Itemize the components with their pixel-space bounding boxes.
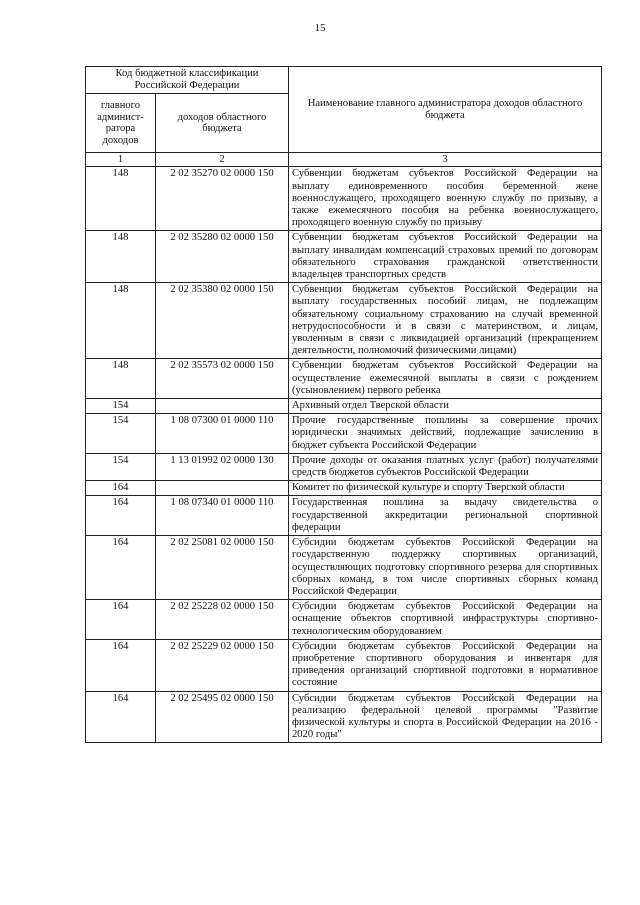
income-description: Субвенции бюджетам субъектов Российской Федерации на выплату государственных пособий лицам, не подлежащим обязательному социальному страхованию на случай временной нетрудоспособности и в связи с материнством, и лицам, уволенным в связи с ликвидацией организаций (прекращением деятельности, полномочий физическими лицами) <box>289 283 602 359</box>
admin-code: 148 <box>86 359 156 399</box>
income-description: Государственная пошлина за выдачу свидетельства о государственной аккредитации региональной спортивной федерации <box>289 496 602 536</box>
income-code: 2 02 25228 02 0000 150 <box>156 600 289 640</box>
header-admin-column: главного админист-ратора доходов <box>86 94 156 153</box>
income-code: 2 02 35380 02 0000 150 <box>156 283 289 359</box>
income-description: Субвенции бюджетам субъектов Российской Федерации на осуществление ежемесячной выплаты в связи с рождением (усыновлением) первого ребенка <box>289 359 602 399</box>
income-description: Субсидии бюджетам субъектов Российской Федерации на оснащение объектов спортивной инфраструктуры спортивно-технологическим оборудованием <box>289 600 602 640</box>
admin-code: 164 <box>86 691 156 743</box>
income-description: Субсидии бюджетам субъектов Российской Федерации на государственную поддержку спортивных организаций, осуществляющих подготовку спортивного резерва для спортивных сборных команд, в том числе спортивных сборных команд Российской Федерации <box>289 536 602 600</box>
table-row <box>86 536 602 600</box>
admin-code: 164 <box>86 496 156 536</box>
table-row-section <box>86 399 602 414</box>
table-row <box>86 600 602 640</box>
income-code: 1 13 01992 02 0000 130 <box>156 453 289 480</box>
admin-code: 164 <box>86 639 156 691</box>
table-row <box>86 453 602 480</box>
column-number-3: 3 <box>289 153 602 167</box>
table-row <box>86 359 602 399</box>
header-income-column: доходов областного бюджета <box>156 94 289 153</box>
income-description: Субвенции бюджетам субъектов Российской Федерации на выплату инвалидам компенсаций страховых премий по договорам обязательного страхования гражданской ответственности владельцев транспортных средств <box>289 231 602 283</box>
page-number: 15 <box>314 22 326 34</box>
income-code: 1 08 07300 01 0000 110 <box>156 414 289 454</box>
header-name-column: Наименование главного администратора доходов областного бюджета <box>289 67 602 153</box>
table-row <box>86 414 602 454</box>
income-description: Субсидии бюджетам субъектов Российской Федерации на реализацию федеральной целевой программы "Развитие физической культуры и спорта в Российской Федерации на 2016 - 2020 годы" <box>289 691 602 743</box>
income-description: Прочие доходы от оказания платных услуг (работ) получателями средств бюджетов субъектов Российской Федерации <box>289 453 602 480</box>
admin-code: 164 <box>86 536 156 600</box>
column-number-2: 2 <box>156 153 289 167</box>
income-code: 2 02 25495 02 0000 150 <box>156 691 289 743</box>
table-row <box>86 496 602 536</box>
section-title: Комитет по физической культуре и спорту Тверской области <box>289 481 602 496</box>
header-code-group: Код бюджетной классификации Российской Федерации <box>86 67 289 94</box>
admin-code: 148 <box>86 231 156 283</box>
admin-code: 154 <box>86 414 156 454</box>
income-code: 1 08 07340 01 0000 110 <box>156 496 289 536</box>
table-row <box>86 231 602 283</box>
income-code: 2 02 25081 02 0000 150 <box>156 536 289 600</box>
income-code: 2 02 35270 02 0000 150 <box>156 167 289 231</box>
section-title: Архивный отдел Тверской области <box>289 399 602 414</box>
table-row <box>86 639 602 691</box>
column-number-1: 1 <box>86 153 156 167</box>
admin-code: 148 <box>86 283 156 359</box>
income-code <box>156 399 289 414</box>
income-code: 2 02 35573 02 0000 150 <box>156 359 289 399</box>
income-code: 2 02 35280 02 0000 150 <box>156 231 289 283</box>
table-row <box>86 167 602 231</box>
table-row <box>86 283 602 359</box>
income-code: 2 02 25229 02 0000 150 <box>156 639 289 691</box>
table-row <box>86 691 602 743</box>
budget-classification-table <box>85 66 602 743</box>
income-description: Субвенции бюджетам субъектов Российской Федерации на выплату единовременного пособия беременной жене военнослужащего, проходящего военную службу по призыву, а также ежемесячного пособия на ребенка военнослужащего, проходящего военную службу по призыву <box>289 167 602 231</box>
admin-code: 164 <box>86 600 156 640</box>
income-description: Прочие государственные пошлины за совершение прочих юридически значимых действий, подлежащие зачислению в бюджет субъекта Российской Федерации <box>289 414 602 454</box>
table-row-section <box>86 481 602 496</box>
income-code <box>156 481 289 496</box>
admin-code: 154 <box>86 399 156 414</box>
income-description: Субсидии бюджетам субъектов Российской Федерации на приобретение спортивного оборудования и инвентаря для приведения организаций спортивной подготовки в нормативное состояние <box>289 639 602 691</box>
admin-code: 154 <box>86 453 156 480</box>
admin-code: 164 <box>86 481 156 496</box>
admin-code: 148 <box>86 167 156 231</box>
